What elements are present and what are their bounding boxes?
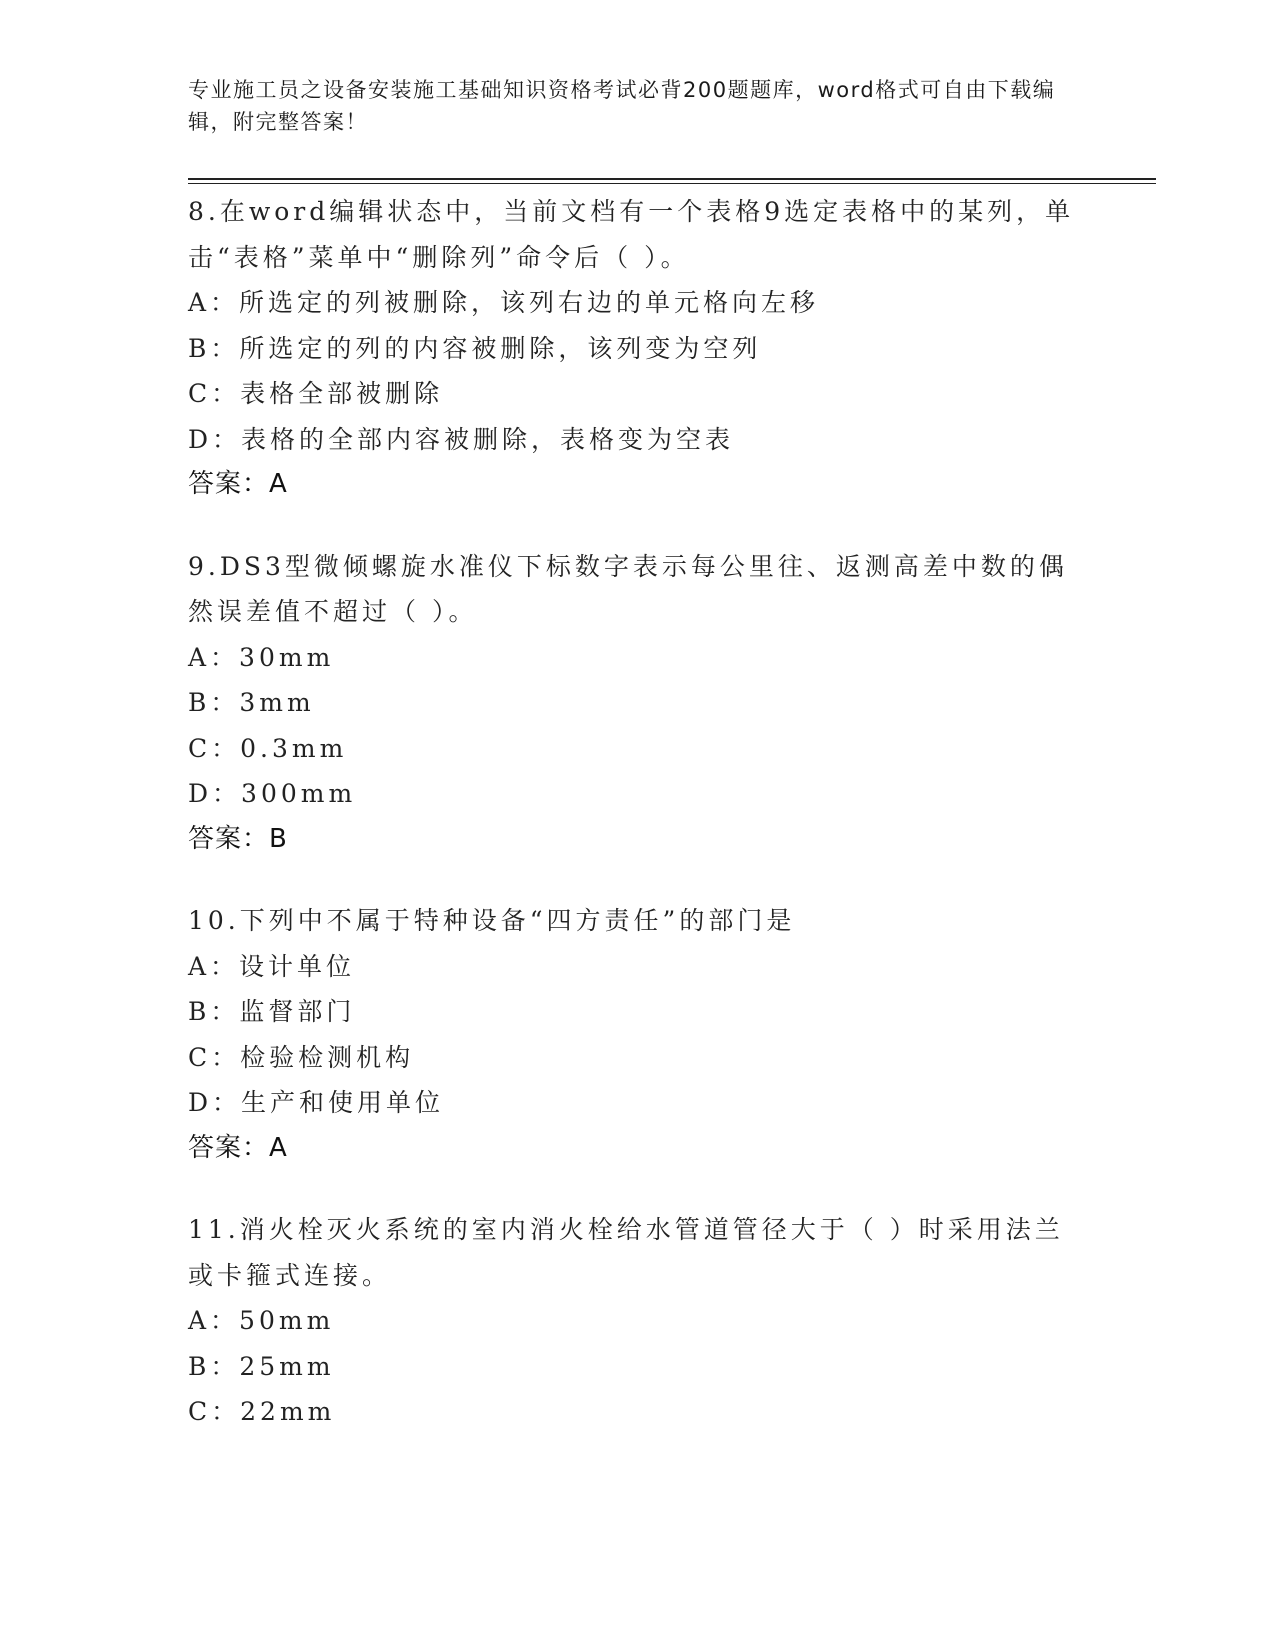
question-text: 11.消火栓灭火系统的室内消火栓给水管道管径大于（ ）时采用法兰或卡箍式连接。 (188, 1215, 1064, 1290)
option-c: C：0.3mm (188, 733, 348, 763)
question-text: 9.DS3型微倾螺旋水准仪下标数字表示每公里往、返测高差中数的偶然误差值不超过（ ）。 (188, 551, 1068, 626)
header-divider-thin (188, 183, 1156, 184)
option-b: B：监督部门 (188, 997, 356, 1026)
option-a: A：设计单位 (188, 951, 356, 981)
question-11 (188, 1207, 1088, 1435)
option-c: C：检验检测机构 (188, 1042, 415, 1072)
answer-text: 答案：A (188, 469, 288, 499)
option-a: A：50mm (188, 1306, 335, 1335)
question-8 (188, 189, 1088, 508)
question-9 (188, 544, 1088, 863)
header-divider-thick (188, 178, 1156, 180)
option-d: D：表格的全部内容被删除，表格变为空表 (188, 424, 735, 454)
option-b: B：25mm (188, 1351, 335, 1381)
option-a: A：30mm (188, 642, 335, 672)
question-text: 8.在word编辑状态中，当前文档有一个表格9选定表格中的某列，单击“表格”菜单中“删除列”命令后（ ）。 (188, 197, 1075, 272)
option-a: A：所选定的列被删除，该列右边的单元格向左移 (188, 288, 820, 317)
option-c: C：表格全部被删除 (188, 379, 444, 408)
option-b: B：3mm (188, 688, 315, 717)
document-header: 专业施工员之设备安装施工基础知识资格考试必背200题题库，word格式可自由下载编辑，附完整答案！ (188, 78, 1056, 134)
answer-text: 答案：B (188, 823, 288, 854)
question-list (188, 189, 1088, 1471)
answer-text: 答案：A (188, 1132, 288, 1163)
option-d: D：300mm (188, 779, 357, 808)
question-text: 10.下列中不属于特种设备“四方责任”的部门是 (188, 906, 796, 935)
question-10 (188, 898, 1088, 1171)
option-d: D：生产和使用单位 (188, 1088, 445, 1117)
option-b: B：所选定的列的内容被删除，该列变为空列 (188, 333, 762, 363)
option-c: C：22mm (188, 1397, 336, 1426)
